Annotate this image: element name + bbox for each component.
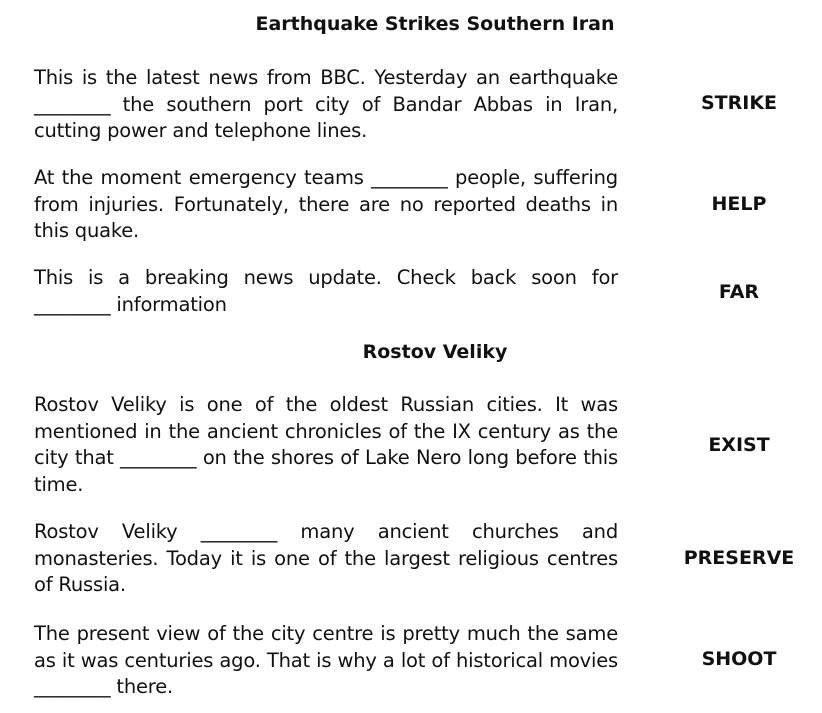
paragraph-rostov-3: The present view of the city centre is pretty much the same as it was centuries ago. That is why a lot of historical movies ________ there. [34,622,618,698]
keyword-strike: STRIKE [700,92,778,114]
keyword-help: HELP [711,193,767,215]
section-title-rostov: Rostov Veliky [362,341,508,363]
paragraph-earthquake-2: At the moment emergency teams ________ people, suffering from injuries. Fortunately, there are no reported deaths in this quake. [34,166,618,242]
paragraph-earthquake-3: This is a breaking news update. Check back soon for ________ information [34,266,618,316]
paragraph-rostov-1: Rostov Veliky is one of the oldest Russian cities. It was mentioned in the ancient chronicles of the IX century as the city that ________ on the shores of Lake Nero long before this time. [34,393,618,496]
section-title-earthquake: Earthquake Strikes Southern Iran [255,13,615,35]
paragraph-rostov-2: Rostov Veliky ________ many ancient churches and monasteries. Today it is one of the largest religious centres of Russia. [34,520,618,596]
keyword-far: FAR [718,281,760,303]
keyword-shoot: SHOOT [701,648,777,670]
keyword-exist: EXIST [708,434,770,456]
keyword-preserve: PRESERVE [683,547,795,569]
paragraph-earthquake-1: This is the latest news from BBC. Yesterday an earthquake ________ the southern port city of Bandar Abbas in Iran, cutting power and telephone lines. [34,66,618,142]
